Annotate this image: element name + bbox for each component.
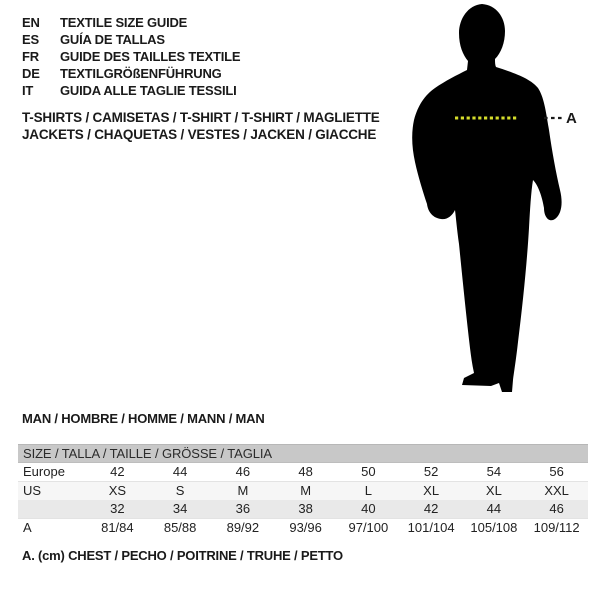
cell: 56 (549, 464, 564, 479)
cell: 42 (110, 464, 125, 479)
lang-label: TEXTILE SIZE GUIDE (60, 15, 188, 30)
lang-row-de (22, 65, 240, 82)
cell: XS (86, 482, 149, 501)
cell: 46 (525, 500, 588, 519)
category-titles (22, 109, 380, 143)
row-label (18, 500, 86, 519)
cell: 48 (298, 464, 313, 479)
measure-a-label: A (566, 110, 577, 127)
cell: 50 (361, 464, 376, 479)
lang-label: GUÍA DE TALLAS (60, 32, 165, 47)
cell: 32 (86, 500, 149, 519)
category-line-tshirts: T-SHIRTS / CAMISETAS / T-SHIRT / T-SHIRT / MAGLIETTE (22, 110, 380, 125)
size-table-header-row (18, 445, 588, 463)
cell: M (212, 482, 275, 501)
cell: 36 (212, 500, 275, 519)
cell: 40 (337, 500, 400, 519)
lang-code: EN (22, 15, 40, 30)
man-silhouette-figure (403, 4, 583, 396)
cell: 101/104 (400, 519, 463, 538)
cell: 44 (172, 464, 188, 479)
lang-label: GUIDA ALLE TAGLIE TESSILI (60, 83, 237, 98)
lang-code: DE (22, 66, 40, 81)
measurement-footnote: A. (cm) CHEST / PECHO / POITRINE / TRUHE / PETTO (22, 548, 343, 563)
cell: S (149, 482, 212, 501)
cell: 85/88 (149, 519, 212, 538)
lang-label: TEXTILGRÖßENFÜHRUNG (60, 66, 222, 81)
cell: 44 (463, 500, 526, 519)
row-label: US (18, 482, 86, 501)
size-table-header: SIZE / TALLA / TAILLE / GRÖSSE / TAGLIA (18, 445, 588, 463)
cell: 38 (274, 500, 337, 519)
cell: 97/100 (337, 519, 400, 538)
table-row-chest-a (18, 519, 588, 538)
size-table (18, 444, 588, 537)
man-silhouette-icon (412, 4, 561, 392)
cell: XL (463, 482, 526, 501)
cell: 34 (149, 500, 212, 519)
cell: L (337, 482, 400, 501)
row-label: A (18, 519, 86, 538)
cell: 89/92 (212, 519, 275, 538)
lang-code: ES (22, 32, 39, 47)
lang-row-fr (22, 48, 240, 65)
table-row-numeric (18, 500, 588, 519)
lang-code: FR (22, 49, 39, 64)
cell: XL (400, 482, 463, 501)
lang-code: IT (22, 83, 34, 98)
table-row-us (18, 482, 588, 501)
lang-row-en (22, 14, 240, 31)
row-label: Europe (23, 464, 65, 479)
cell: XXL (525, 482, 588, 501)
cell: 42 (400, 500, 463, 519)
language-legend (22, 14, 240, 99)
cell: 93/96 (274, 519, 337, 538)
cell: 105/108 (463, 519, 526, 538)
cell: 81/84 (86, 519, 149, 538)
category-line-jackets: JACKETS / CHAQUETAS / VESTES / JACKEN / GIACCHE (22, 127, 377, 142)
cell: 52 (423, 464, 439, 479)
cell: M (274, 482, 337, 501)
lang-label: GUIDE DES TAILLES TEXTILE (60, 49, 241, 64)
cell: 109/112 (525, 519, 588, 538)
cell: 46 (235, 464, 251, 479)
lang-row-es (22, 31, 240, 48)
lang-row-it (22, 82, 240, 99)
table-row-europe (18, 463, 588, 482)
section-title-man: MAN / HOMBRE / HOMME / MANN / MAN (22, 411, 265, 426)
cell: 54 (486, 464, 502, 479)
